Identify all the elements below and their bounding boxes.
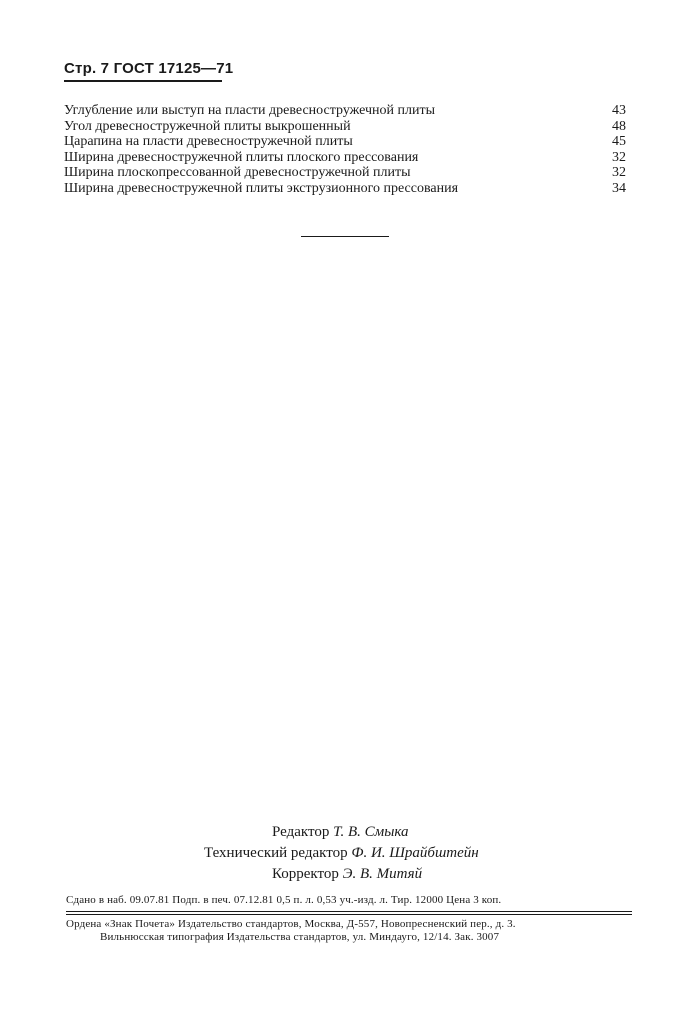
index-page-number: 32 bbox=[612, 149, 626, 165]
index-entry bbox=[64, 119, 626, 135]
editor-name: Т. В. Смыка bbox=[333, 824, 409, 840]
index-entry bbox=[64, 150, 626, 166]
tech-editor-name: Ф. И. Шрайбштейн bbox=[351, 845, 479, 861]
publisher-info bbox=[66, 918, 636, 944]
term-index-list bbox=[64, 103, 626, 196]
index-page-number: 45 bbox=[612, 134, 626, 149]
print-imprint: Сдано в наб. 09.07.81 Подп. в печ. 07.12.81 0,5 п. л. 0,53 уч.-изд. л. Тир. 12000 Цена 3 коп. bbox=[66, 894, 502, 906]
corrector-credit bbox=[0, 864, 700, 885]
printer-line: Вильнюсская типография Издательства стандартов, ул. Миндауго, 12/14. Зак. 3007 bbox=[100, 931, 500, 943]
corrector-name: Э. В. Митяй bbox=[342, 866, 423, 882]
credits-block bbox=[0, 822, 700, 885]
index-term: Ширина плоскопрессованной древесностружечной плиты bbox=[64, 165, 411, 180]
index-term: Ширина древесностружечной плиты экструзионного прессования bbox=[64, 180, 459, 196]
index-page-number: 34 bbox=[612, 180, 626, 196]
index-page-number: 43 bbox=[612, 103, 626, 118]
index-term: Углубление или выступ на пласти древесностружечной плиты bbox=[64, 103, 436, 118]
editor-credit bbox=[0, 822, 700, 843]
index-entry bbox=[64, 103, 626, 119]
corrector-role: Корректор bbox=[272, 866, 339, 882]
index-term: Ширина древесностружечной плиты плоского прессования bbox=[64, 149, 419, 165]
index-entry bbox=[64, 165, 626, 181]
index-term: Царапина на пласти древесностружечной плиты bbox=[64, 134, 353, 149]
index-page-number: 32 bbox=[612, 165, 626, 180]
imprint-rule-top bbox=[66, 911, 632, 912]
imprint-rule-bottom bbox=[66, 914, 632, 915]
page-title: Стр. 7 ГОСТ 17125—71 bbox=[64, 60, 234, 77]
index-page-number: 48 bbox=[612, 118, 626, 134]
tech-editor-credit bbox=[0, 843, 700, 864]
section-divider bbox=[301, 236, 389, 237]
index-entry bbox=[64, 181, 626, 197]
tech-editor-role: Технический редактор bbox=[204, 845, 348, 861]
header-underline bbox=[64, 80, 222, 82]
index-entry bbox=[64, 134, 626, 150]
editor-role: Редактор bbox=[272, 824, 330, 840]
index-term: Угол древесностружечной плиты выкрошенный bbox=[64, 118, 351, 134]
publisher-line: Ордена «Знак Почета» Издательство стандартов, Москва, Д-557, Новопресненский пер., д. 3. bbox=[66, 918, 516, 930]
